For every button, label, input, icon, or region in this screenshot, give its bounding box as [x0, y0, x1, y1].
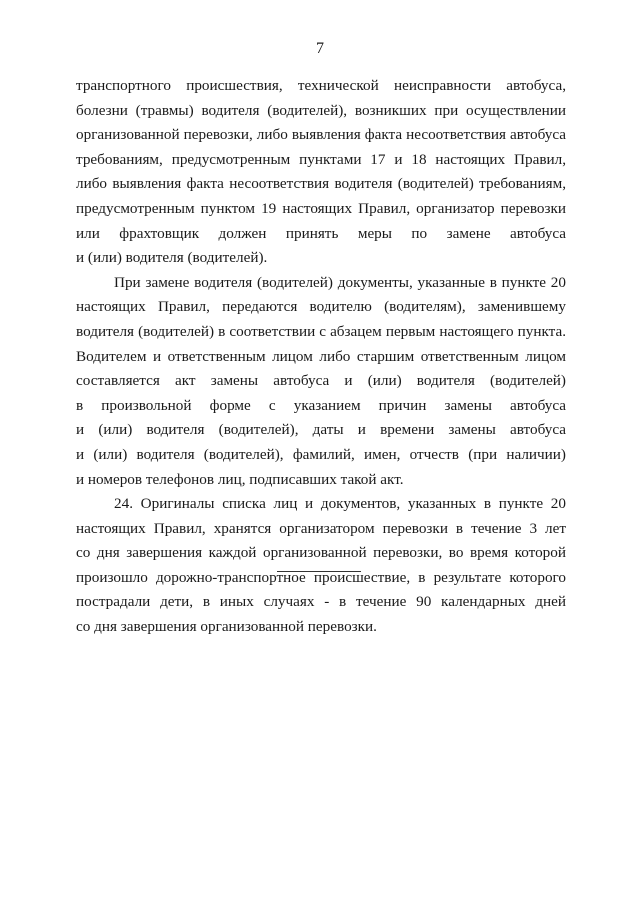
page-number: 7	[316, 40, 324, 57]
text-line: 24. Оригиналы списка лиц и документов, указанных в пункте 20	[114, 495, 566, 513]
paragraph-continuation	[76, 74, 566, 271]
end-of-document-rule	[277, 571, 361, 572]
paragraph-driver-replacement	[76, 271, 566, 492]
text-line: составляется акт замены автобуса и (или) водителя (водителей)	[76, 372, 566, 390]
document-body	[76, 74, 566, 640]
text-line: транспортного происшествия, технической неисправности автобуса,	[76, 77, 566, 94]
text-line: предусмотренным пунктом 19 настоящих Правил, организатор перевозки	[76, 199, 566, 217]
text-line: со дня завершения каждой организованной перевозки, во время которой	[76, 544, 566, 562]
text-line: и (или) водителя (водителей), даты и времени замены автобуса	[76, 421, 566, 439]
text-line: требованиям, предусмотренным пунктами 17 и 18 настоящих Правил,	[76, 150, 566, 168]
text-line: При замене водителя (водителей) документы, указанные в пункте 20	[114, 273, 566, 291]
text-line: настоящих Правил, хранятся организатором перевозки в течение 3 лет	[76, 519, 566, 537]
text-line: в произвольной форме с указанием причин замены автобуса	[76, 396, 566, 414]
text-line: или фрахтовщик должен принять меры по замене автобуса	[76, 224, 566, 242]
text-line: болезни (травмы) водителя (водителей), возникших при осуществлении	[76, 101, 566, 119]
text-line: и (или) водителя (водителей), фамилий, имен, отчеств (при наличии)	[76, 445, 566, 463]
text-line: либо выявления факта несоответствия водителя (водителей) требованиям,	[76, 175, 566, 193]
text-line: и (или) водителя (водителей).	[76, 249, 268, 267]
text-line: организованной перевозки, либо выявления факта несоответствия автобуса	[76, 126, 566, 144]
text-line: водителя (водителей) в соответствии с абзацем первым настоящего пункта.	[76, 322, 566, 340]
text-line: произошло дорожно-транспортное происшествие, в результате которого	[76, 568, 566, 586]
text-line: пострадали дети, в иных случаях - в течение 90 календарных дней	[76, 593, 566, 611]
text-line: и номеров телефонов лиц, подписавших такой акт.	[76, 470, 404, 488]
text-line: Водителем и ответственным лицом либо старшим ответственным лицом	[76, 347, 566, 365]
text-line: со дня завершения организованной перевозки.	[76, 618, 377, 636]
text-line: настоящих Правил, передаются водителю (водителям), заменившему	[76, 298, 566, 316]
paragraph-item-24	[76, 492, 566, 640]
